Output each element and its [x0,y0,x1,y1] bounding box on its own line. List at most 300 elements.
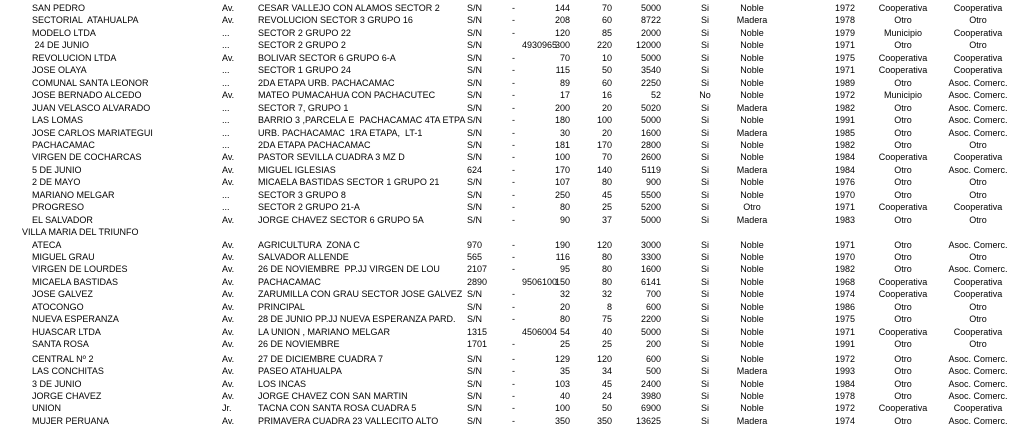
value-c: 200 [645,339,661,350]
street-type: Av. [222,214,235,225]
value-a: 107 [554,177,570,188]
ownership: Otro [894,378,912,389]
street-number: S/N [467,27,483,38]
phone: - [512,77,515,88]
value-c: 600 [645,301,661,312]
value-b: 20 [601,127,612,138]
ownership: Cooperativa [878,65,928,76]
value-b: 45 [601,189,612,200]
street-type: ... [222,189,230,200]
value-b: 50 [601,65,612,76]
street-type: Av. [222,390,235,401]
material: Noble [740,152,764,163]
year: 1971 [834,239,856,250]
street-number: 1315 [467,326,488,337]
street-address: 26 DE NOVIEMBRE [258,339,340,350]
year: 1982 [834,264,856,275]
value-b: 350 [596,415,612,426]
street-address: SECTOR 1 GRUPO 24 [258,65,351,76]
value-c: 1600 [640,264,661,275]
value-a: 300 [554,40,570,51]
street-number: S/N [467,127,483,138]
market-name: 2 DE MAYO [32,177,81,188]
value-c: 5500 [640,189,661,200]
management: Otro [969,252,987,262]
street-address: BARRIO 3 ,PARCELA E PACHACAMAC 4TA ETPA [258,115,466,126]
management: Otro [969,189,987,200]
year: 1971 [834,65,856,76]
phone: - [512,366,515,377]
value-a: 17 [559,90,570,101]
service: Si [700,214,709,225]
street-number: S/N [467,65,483,76]
phone: - [512,65,515,76]
market-name: VIRGEN DE COCHARCAS [32,152,142,163]
phone: - [512,152,515,163]
service: Si [700,15,709,26]
ownership: Municipio [883,27,923,38]
street-type: Jr. [222,403,232,414]
value-c: 5200 [640,202,661,213]
service: Si [700,366,709,377]
table-row [0,52,1010,64]
value-a: 250 [554,189,570,200]
value-c: 2800 [640,139,661,150]
street-type: Av. [222,289,235,300]
table-row [0,151,1010,163]
table-row [0,214,1010,226]
value-a: 95 [559,264,570,275]
phone: - [512,314,515,325]
service: Si [700,127,709,138]
phone: - [512,202,515,213]
material: Noble [740,378,764,389]
market-name: NUEVA ESPERANZA [32,314,119,325]
ownership: Cooperativa [878,403,928,414]
service: Si [700,102,709,113]
material: Noble [740,27,764,38]
street-address: SECTOR 3 GRUPO 8 [258,189,346,200]
street-number: S/N [467,403,483,414]
market-name: SANTA ROSA [32,339,89,350]
value-b: 85 [601,27,612,38]
street-type: ... [222,102,230,113]
street-type: ... [222,115,230,126]
material: Madera [736,102,768,113]
value-c: 5000 [640,52,661,63]
street-type: Av. [222,353,235,364]
street-number: S/N [467,177,483,188]
management: Otro [969,214,987,225]
street-type: Av. [222,366,235,377]
market-name: VIRGEN DE LOURDES [32,264,128,275]
street-address: JORGE CHAVEZ SECTOR 6 GRUPO 5A [258,214,424,225]
street-type: Av. [222,264,235,275]
management: Asoc. Comerc. [948,378,1008,389]
phone: 4930965 [522,40,558,51]
value-b: 80 [601,177,612,188]
table-row [0,176,1010,188]
value-b: 37 [601,214,612,225]
street-address: 2DA ETAPA PACHACAMAC [258,139,371,150]
ownership: Otro [894,77,912,88]
service: Si [700,152,709,163]
management: Asoc. Comerc. [948,264,1008,275]
service: Si [700,264,709,275]
table-row [0,263,1010,275]
material: Noble [740,301,764,312]
street-type: Av. [222,314,235,325]
year: 1971 [834,326,856,337]
management: Cooperativa [953,403,1003,414]
year: 1972 [834,3,856,13]
material: Noble [740,252,764,262]
year: 1979 [834,27,856,38]
value-a: 103 [554,378,570,389]
material: Noble [740,264,764,275]
value-a: 40 [559,390,570,401]
street-type: Av. [222,276,235,287]
table-row [0,239,1010,251]
street-type: ... [222,40,230,51]
market-name: UNION [32,403,61,414]
value-a: 80 [559,314,570,325]
street-type: Av. [222,15,235,26]
year: 1971 [834,202,856,213]
street-address: SECTOR 7, GRUPO 1 [258,102,349,113]
market-name: SECTORIAL ATAHUALPA [32,15,139,26]
street-address: PASTOR SEVILLA CUADRA 3 MZ D [258,152,405,163]
phone: - [512,339,515,350]
street-type: ... [222,139,230,150]
service: Si [700,314,709,325]
street-address: 28 DE JUNIO PP.JJ NUEVA ESPERANZA PARD. [258,314,456,325]
service: Si [700,353,709,364]
material: Noble [740,390,764,401]
year: 1983 [834,214,856,225]
year: 1972 [834,403,856,414]
management: Asoc. Comerc. [948,390,1008,401]
value-c: 6141 [640,276,661,287]
street-address: 26 DE NOVIEMBRE PP.JJ VIRGEN DE LOU [258,264,440,275]
phone: - [512,252,515,262]
ownership: Otro [894,415,912,426]
service: Si [700,139,709,150]
table-row [0,2,1010,14]
street-number: S/N [467,77,483,88]
value-c: 2600 [640,152,661,163]
value-c: 5020 [640,102,661,113]
management: Cooperativa [953,27,1003,38]
value-c: 5000 [640,326,661,337]
service: No [699,90,711,101]
street-number: S/N [467,15,483,26]
street-number: 970 [467,239,483,250]
table-row [0,89,1010,101]
management: Cooperativa [953,326,1003,337]
value-c: 1600 [640,127,661,138]
value-b: 32 [601,289,612,300]
value-c: 12000 [635,40,661,51]
year: 1993 [834,366,856,377]
value-a: 100 [554,152,570,163]
year: 1984 [834,378,856,389]
management: Otro [969,301,987,312]
market-name: JORGE CHAVEZ [32,390,102,401]
management: Asoc. Comerc. [948,115,1008,126]
ownership: Cooperativa [878,3,928,13]
material: Noble [740,65,764,76]
value-a: 181 [554,139,570,150]
year: 1972 [834,353,856,364]
value-a: 120 [554,27,570,38]
market-name: SAN PEDRO [32,3,86,13]
street-type: Av. [222,415,235,426]
street-type: Av. [222,252,235,262]
phone: - [512,264,515,275]
ownership: Otro [894,139,912,150]
street-address: MATEO PUMACAHUA CON PACHACUTEC [258,90,436,101]
street-address: CESAR VALLEJO CON ALAMOS SECTOR 2 [258,3,440,13]
material: Otro [743,202,761,213]
year: 1978 [834,15,856,26]
material: Noble [740,326,764,337]
year: 1970 [834,189,856,200]
street-address: ZARUMILLA CON GRAU SECTOR JOSE GALVEZ [258,289,463,300]
value-a: 129 [554,353,570,364]
table-row [0,139,1010,151]
street-address: SECTOR 2 GRUPO 22 [258,27,351,38]
service: Si [700,27,709,38]
material: Noble [740,52,764,63]
ownership: Cooperativa [878,152,928,163]
value-c: 700 [645,289,661,300]
street-type: Av. [222,339,235,350]
management: Otro [969,139,987,150]
management: Asoc. Comerc. [948,353,1008,364]
street-type: ... [222,27,230,38]
ownership: Cooperativa [878,202,928,213]
table-row [0,378,1010,390]
service: Si [700,52,709,63]
value-a: 116 [555,252,570,262]
management: Cooperativa [953,289,1003,300]
management: Asoc. Comerc. [948,77,1008,88]
table-row [0,27,1010,39]
street-number: S/N [467,214,483,225]
year: 1985 [834,127,856,138]
street-address: MIGUEL IGLESIAS [258,164,336,175]
street-number: 1701 [467,339,488,350]
year: 1970 [834,252,856,262]
value-c: 52 [650,90,661,101]
value-a: 208 [554,15,570,26]
service: Si [700,289,709,300]
ownership: Otro [894,301,912,312]
value-b: 170 [596,139,612,150]
value-a: 350 [554,415,570,426]
value-a: 190 [554,239,570,250]
phone: - [512,390,515,401]
management: Asoc. Comerc. [948,366,1008,377]
material: Madera [736,15,768,26]
value-a: 90 [559,214,570,225]
phone: - [512,189,515,200]
value-a: 25 [559,339,570,350]
street-number: S/N [467,52,483,63]
value-c: 2200 [640,314,661,325]
value-b: 8 [606,301,612,312]
value-a: 180 [554,115,570,126]
management: Otro [969,15,987,26]
service: Si [700,164,709,175]
year: 1972 [834,90,856,101]
street-type: ... [222,77,230,88]
management: Otro [969,314,987,325]
value-a: 144 [554,3,570,13]
value-b: 80 [601,276,612,287]
management: Asoc. Comerc. [948,164,1008,175]
table-row [0,189,1010,201]
table-row [0,326,1010,338]
material: Noble [740,77,764,88]
street-number: S/N [467,139,483,150]
street-type: Av. [222,301,235,312]
street-number: S/N [467,3,483,13]
year: 1974 [834,415,856,426]
service: Si [700,339,709,350]
value-b: 60 [601,15,612,26]
value-b: 25 [601,202,612,213]
value-a: 80 [559,202,570,213]
management: Cooperativa [953,52,1003,63]
market-name: CENTRAL Nº 2 [32,353,94,364]
value-b: 80 [601,264,612,275]
service: Si [700,115,709,126]
street-number: 565 [467,252,483,262]
value-b: 75 [601,314,612,325]
value-a: 100 [554,403,570,414]
year: 1982 [834,102,856,113]
street-type: Av. [222,164,235,175]
table-row [0,102,1010,114]
market-name: ATECA [32,239,62,250]
street-number: S/N [467,152,483,163]
ownership: Otro [894,264,912,275]
value-c: 2250 [640,77,661,88]
year: 1971 [834,40,856,51]
year: 1991 [834,339,856,350]
material: Noble [740,314,764,325]
street-number: 624 [467,164,483,175]
material: Noble [740,139,764,150]
phone: - [512,139,515,150]
material: Noble [740,90,764,101]
value-a: 150 [554,276,570,287]
material: Noble [740,189,764,200]
ownership: Municipio [883,90,923,101]
ownership: Cooperativa [878,326,928,337]
market-name: ATOCONGO [32,301,84,312]
table-row [0,127,1010,139]
ownership: Otro [894,314,912,325]
street-address: PASEO ATAHUALPA [258,366,342,377]
street-type: Av. [222,152,235,163]
value-c: 2400 [640,378,661,389]
street-number: 2890 [467,276,488,287]
value-a: 200 [554,102,570,113]
ownership: Otro [894,239,912,250]
management: Cooperativa [953,65,1003,76]
market-name: JOSE CARLOS MARIATEGUI [32,127,153,138]
value-c: 5000 [640,214,661,225]
material: Madera [736,415,768,426]
phone: - [512,115,515,126]
year: 1984 [834,164,856,175]
ownership: Otro [894,40,912,51]
table-row [0,14,1010,26]
ownership: Otro [894,177,912,188]
table-row [0,313,1010,325]
service: Si [700,189,709,200]
material: Madera [736,214,768,225]
service: Si [700,276,709,287]
value-a: 30 [559,127,570,138]
management: Asoc. Comerc. [948,102,1008,113]
street-address: 2DA ETAPA URB. PACHACAMAC [258,77,395,88]
phone: - [512,3,515,13]
material: Noble [740,3,764,13]
management: Otro [969,40,987,51]
market-name: MARIANO MELGAR [32,189,115,200]
street-address: URB. PACHACAMAC 1RA ETAPA, LT-1 [258,127,423,138]
street-address: MICAELA BASTIDAS SECTOR 1 GRUPO 21 [258,177,440,188]
table-row [0,338,1010,350]
phone: - [512,214,515,225]
material: Noble [740,353,764,364]
street-number: S/N [467,378,483,389]
year: 1989 [834,77,856,88]
value-a: 20 [559,301,570,312]
street-number: S/N [467,289,483,300]
management: Cooperativa [953,202,1003,213]
material: Noble [740,115,764,126]
table-row [0,276,1010,288]
table-row [0,353,1010,365]
street-number: 2107 [467,264,488,275]
table-row [0,164,1010,176]
table-row [0,114,1010,126]
value-b: 220 [596,40,612,51]
year: 1978 [834,390,856,401]
table-row [0,201,1010,213]
market-name: JOSE OLAYA [32,65,87,76]
value-c: 600 [645,353,661,364]
street-type: ... [222,65,230,76]
year: 1986 [834,301,856,312]
market-name: REVOLUCION LTDA [32,52,117,63]
management: Asoc. Comerc. [948,127,1008,138]
ownership: Otro [894,115,912,126]
street-address: PACHACAMAC [258,276,321,287]
street-address: PRIMAVERA CUADRA 23 VALLECITO ALTO [258,415,439,426]
street-number: S/N [467,102,483,113]
street-address: 27 DE DICIEMBRE CUADRA 7 [258,353,384,364]
market-name: 24 DE JUNIO [32,40,90,51]
service: Si [700,40,709,51]
year: 1984 [834,152,856,163]
value-a: 35 [559,366,570,377]
